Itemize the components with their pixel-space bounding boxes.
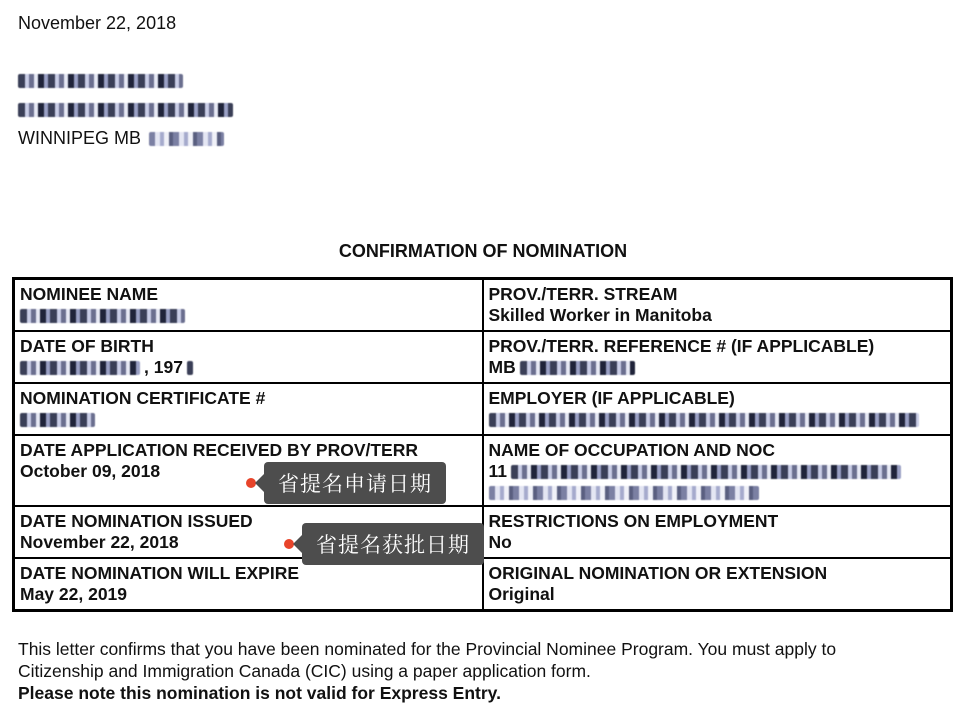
cell-date-of-birth [14,331,483,383]
field-label: NAME OF OCCUPATION AND NOC [488,440,775,460]
field-label: DATE OF BIRTH [20,336,154,356]
callout-label: 省提名申请日期 [264,462,446,504]
redacted-occupation [511,465,901,479]
field-label: NOMINATION CERTIFICATE # [20,388,266,408]
field-label: PROV./TERR. STREAM [488,284,678,304]
cell-nominee-name [14,279,483,332]
cell-date-expire [14,558,483,611]
cell-employer [483,383,952,435]
field-label: ORIGINAL NOMINATION OR EXTENSION [488,563,828,583]
field-label: EMPLOYER (IF APPLICABLE) [488,388,735,408]
redacted-noc [489,486,759,500]
field-label: DATE APPLICATION RECEIVED BY PROV/TERR [20,440,419,460]
field-label: DATE NOMINATION ISSUED [20,511,253,531]
field-value: Original [488,584,555,604]
table-row [14,331,952,383]
letter-date: November 22, 2018 [18,13,177,33]
document-heading: CONFIRMATION OF NOMINATION [338,241,628,261]
redacted-certificate [20,413,95,427]
cell-original-extension [483,558,952,611]
redacted-digit [187,361,193,375]
field-value: October 09, 2018 [20,461,161,481]
field-value: MB [488,357,516,377]
field-label: NOMINEE NAME [20,284,159,304]
table-row [14,435,952,506]
redacted-name [18,74,183,88]
address-name-line [18,66,233,95]
callout-application-date [246,462,446,504]
table-row [14,558,952,611]
field-value: Skilled Worker in Manitoba [488,305,712,325]
field-value: November 22, 2018 [20,532,179,552]
redacted-employer [489,413,919,427]
field-value: No [488,532,512,552]
cell-occupation [483,435,952,506]
callout-approval-date [284,523,484,565]
field-value: 11 [488,461,507,481]
address-city: WINNIPEG MB [18,128,142,148]
redacted-reference [520,361,635,375]
field-label: PROV./TERR. REFERENCE # (IF APPLICABLE) [488,336,875,356]
table-row [14,383,952,435]
cell-certificate [14,383,483,435]
cell-reference [483,331,952,383]
field-label: DATE NOMINATION WILL EXPIRE [20,563,300,583]
footer-note-text: Please note this nomination is not valid for Express Entry. [18,683,501,703]
address-city-line [18,124,233,153]
redacted-nominee-name [20,309,185,323]
field-label: RESTRICTIONS ON EMPLOYMENT [488,511,779,531]
redacted-postal-code [149,132,224,146]
table-row [14,279,952,332]
address-street-line [18,95,233,124]
cell-restrictions [483,506,952,558]
footer-line-2: Citizenship and Immigration Canada (CIC) using a paper application form. [18,661,591,681]
recipient-address [18,66,233,153]
redacted-street [18,103,233,117]
footer-note [18,682,958,704]
field-value: , 197 [144,357,183,377]
field-value: May 22, 2019 [20,584,128,604]
cell-stream [483,279,952,332]
callout-label: 省提名获批日期 [302,523,484,565]
letter-footer [18,638,958,704]
footer-line-1: This letter confirms that you have been nominated for the Provincial Nominee Program. You must apply to [18,639,837,659]
redacted-birth-date [20,361,140,375]
